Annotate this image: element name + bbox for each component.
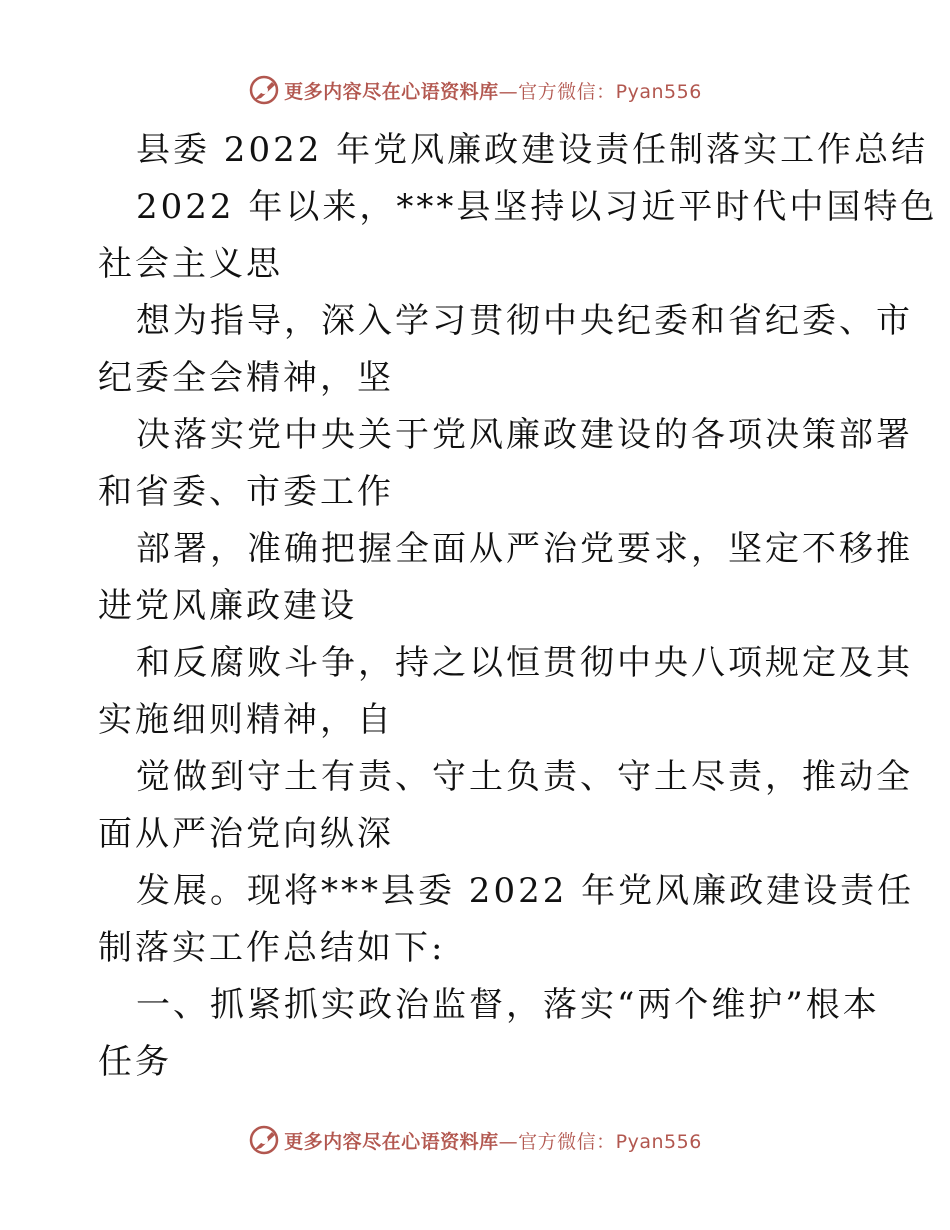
paragraph-line: 纪委全会精神，坚	[98, 358, 394, 398]
watermark-header	[0, 70, 950, 110]
paragraph-line: 发展。现将***县委 2022 年党风廉政建设责任	[136, 871, 915, 911]
document-title: 县委 2022 年党风廉政建设责任制落实工作总结	[136, 130, 929, 170]
paragraph-line: 想为指导，深入学习贯彻中央纪委和省纪委、市	[136, 301, 913, 341]
paragraph-line: 制落实工作总结如下:	[98, 928, 446, 968]
watermark-site: 更多内容尽在心语资料库	[284, 1130, 499, 1153]
paragraph-line: 实施细则精神，自	[98, 700, 394, 740]
quill-logo-icon	[248, 1124, 280, 1156]
paragraph-line: 决落实党中央关于党风廉政建设的各项决策部署	[136, 415, 913, 455]
watermark-separator: —	[498, 1130, 519, 1153]
section-heading-line: 任务	[98, 1042, 172, 1082]
watermark-site: 更多内容尽在心语资料库	[284, 80, 499, 103]
watermark-separator: —	[498, 80, 519, 103]
paragraph-line: 2022 年以来，***县坚持以习近平时代中国特色	[136, 187, 938, 227]
paragraph-line: 进党风廉政建设	[98, 586, 357, 626]
document-body	[98, 122, 938, 1091]
watermark-contact: 官方微信：Pyan556	[518, 80, 702, 103]
paragraph-line: 和省委、市委工作	[98, 472, 394, 512]
watermark-footer	[0, 1120, 950, 1160]
quill-logo-icon	[248, 74, 280, 106]
watermark-contact: 官方微信：Pyan556	[518, 1130, 702, 1153]
paragraph-line: 社会主义思	[98, 244, 283, 284]
paragraph-line: 部署，准确把握全面从严治党要求，坚定不移推	[136, 529, 913, 569]
section-heading-line: 一、抓紧抓实政治监督，落实“两个维护”根本	[136, 985, 880, 1025]
paragraph-line: 面从严治党向纵深	[98, 814, 394, 854]
paragraph-line: 觉做到守土有责、守土负责、守土尽责，推动全	[136, 757, 913, 797]
paragraph-line: 和反腐败斗争，持之以恒贯彻中央八项规定及其	[136, 643, 913, 683]
